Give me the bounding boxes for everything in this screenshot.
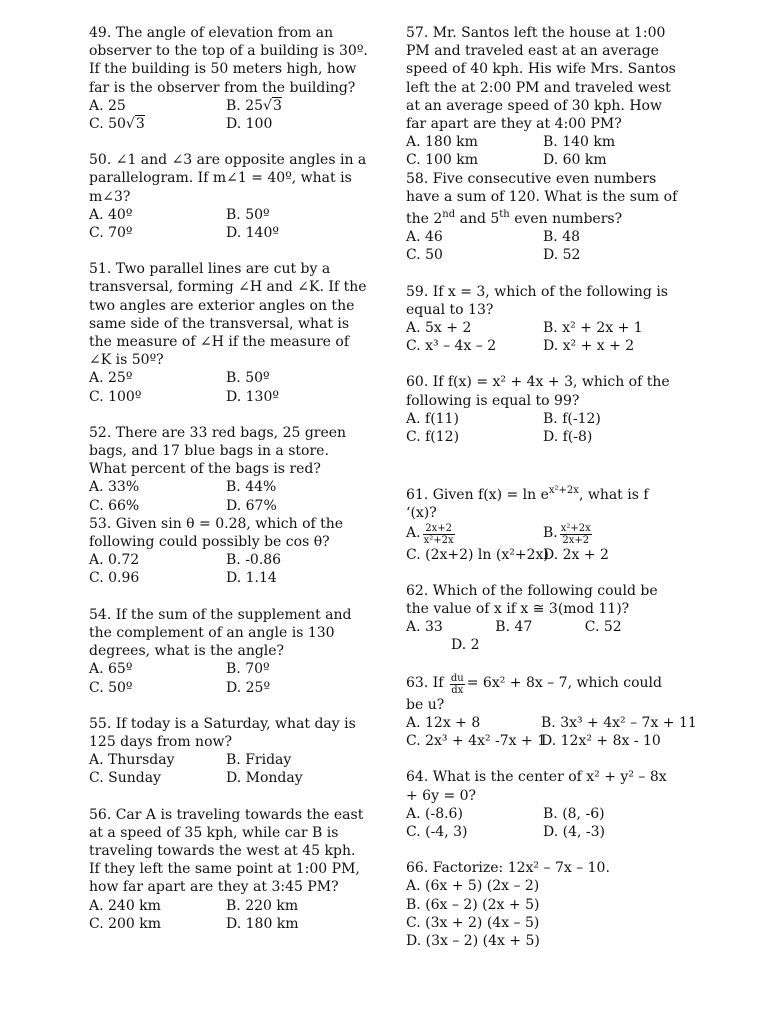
- q58-option-c: C. 50: [406, 247, 443, 264]
- q49-option-c-radicand: 3: [135, 116, 145, 133]
- question-59: [406, 283, 681, 356]
- q49-option-d: D. 100: [226, 116, 273, 133]
- question-62-options: [406, 618, 681, 636]
- q61-option-a-numerator: 2x+2: [423, 523, 455, 535]
- q57-option-c: C. 100 km: [406, 152, 479, 169]
- q60-option-c: C. f(12): [406, 429, 460, 446]
- q54-option-d: D. 25º: [226, 679, 271, 696]
- q58-ordinal-nd: nd: [442, 209, 456, 221]
- q51-option-a: A. 25º: [89, 370, 133, 387]
- q64-option-a: A. (-8.6): [406, 805, 463, 822]
- question-59-options: [406, 319, 681, 355]
- question-51: [89, 260, 369, 406]
- q63-derivative-fraction: [450, 673, 465, 696]
- question-61-options: [406, 523, 681, 564]
- question-56-options: [89, 897, 369, 933]
- q56-option-d: D. 180 km: [226, 915, 299, 932]
- q63-option-a: A. 12x + 8: [406, 714, 481, 731]
- q66-option-b: B. (6x – 2) (2x + 5): [406, 896, 540, 913]
- question-63-options: [406, 714, 697, 750]
- question-56: [89, 806, 369, 933]
- q64-option-b: B. (8, -6): [543, 805, 605, 822]
- q61-option-a-fraction: [423, 523, 455, 546]
- q66-option-a: A. (6x + 5) (2x – 2): [406, 878, 540, 895]
- q56-option-a: A. 240 km: [89, 897, 161, 914]
- q61-option-b: [543, 523, 680, 546]
- question-49-options: [89, 97, 369, 133]
- q61-exponent: x²+2x: [548, 485, 579, 497]
- q66-option-d: D. (3x – 2) (4x + 5): [406, 932, 540, 949]
- question-63-stem: [406, 673, 681, 714]
- q53-option-a: A. 0.72: [89, 552, 140, 569]
- q49-option-b: [226, 97, 363, 115]
- q58-option-d: D. 52: [543, 247, 581, 264]
- question-53: [89, 515, 369, 588]
- question-54-options: [89, 660, 369, 696]
- q62-option-d: D. 2: [451, 637, 480, 654]
- question-58-options: [406, 228, 681, 264]
- question-49-stem: 49. The angle of elevation from an observer to the top of a building is 30º. If the building is 50 meters high, how far is the observer from the building?: [89, 25, 368, 96]
- q61-stem-start: 61. Given f(x) = ln e: [406, 487, 549, 504]
- question-58: [406, 170, 681, 265]
- q58-stem-middle: and 5: [455, 211, 500, 228]
- question-52-stem: 52. There are 33 red bags, 25 green bags, and 17 blue bags in a store. What percent of the bags is red?: [89, 424, 347, 478]
- q61-stem-end: , what is f ‘(x)?: [406, 487, 649, 522]
- q57-option-b: B. 140 km: [543, 134, 616, 151]
- q61-option-b-numerator: x²+2x: [560, 522, 591, 534]
- q55-option-c: C. Sunday: [89, 770, 161, 787]
- q63-stem-start: 63. If: [406, 674, 444, 691]
- question-53-stem: 53. Given sin θ = 0.28, which of the following could possibly be cos θ?: [89, 515, 344, 551]
- q51-option-c: C. 100º: [89, 388, 142, 405]
- q50-option-a: A. 40º: [89, 206, 133, 223]
- q63-option-b: B. 3x³ + 4x² – 7x + 11: [541, 714, 697, 731]
- q57-option-d: D. 60 km: [543, 152, 607, 169]
- q49-option-b-radicand: 3: [272, 97, 282, 114]
- question-52-options: [89, 478, 369, 514]
- question-55: [89, 715, 369, 788]
- q62-option-b: B. 47: [495, 619, 533, 636]
- q66-option-c: C. (3x + 2) (4x – 5): [406, 914, 540, 931]
- q52-option-b: B. 44%: [226, 479, 277, 496]
- q60-option-a: A. f(11): [406, 410, 459, 427]
- q61-option-a-denominator: x²+2x: [423, 534, 454, 546]
- q50-option-d: D. 140º: [226, 225, 279, 242]
- q59-option-c: C. x³ – 4x – 2: [406, 338, 497, 355]
- question-50: [89, 151, 369, 242]
- question-60-options: [406, 410, 681, 446]
- q56-option-b: B. 220 km: [226, 897, 299, 914]
- question-66-options: [406, 877, 681, 950]
- question-54: [89, 606, 369, 697]
- question-51-stem: 51. Two parallel lines are cut by a transversal, forming ∠H and ∠K. If the two angles are exterior angles on the same side of the transversal, what is the measure of ∠H if the measure of ∠K is 50º?: [89, 261, 367, 369]
- question-64: [406, 768, 681, 841]
- q63-option-c: C. 2x³ + 4x² -7x + 1: [406, 733, 547, 750]
- question-53-options: [89, 551, 369, 587]
- q61-option-c: C. (2x+2) ln (x²+2x): [406, 546, 549, 563]
- q55-option-d: D. Monday: [226, 770, 303, 787]
- q53-option-c: C. 0.96: [89, 570, 140, 587]
- question-64-stem: 64. What is the center of x² + y² – 8x + 6y = 0?: [406, 769, 667, 804]
- q58-option-a: A. 46: [406, 229, 443, 246]
- q63-option-d: D. 12x² + 8x - 10: [541, 733, 661, 750]
- question-61-stem: [406, 482, 681, 522]
- q53-option-b: B. -0.86: [226, 552, 282, 569]
- q64-option-c: C. (-4, 3): [406, 823, 468, 840]
- q58-stem-start: 58. Five consecutive even numbers have a sum of 120. What is the sum of the 2: [406, 170, 678, 228]
- question-61: [406, 482, 681, 564]
- q51-option-b: B. 50º: [226, 370, 270, 387]
- q50-option-b: B. 50º: [226, 206, 270, 223]
- q58-stem-end: even numbers?: [509, 211, 623, 228]
- question-62-options-continued: [406, 636, 681, 654]
- left-column: [89, 24, 369, 933]
- q58-option-b: B. 48: [543, 229, 581, 246]
- question-52: [89, 424, 369, 515]
- q63-fraction-numerator: du: [450, 672, 464, 684]
- question-60-stem: 60. If f(x) = x² + 4x + 3, which of the following is equal to 99?: [406, 374, 670, 409]
- q54-option-c: C. 50º: [89, 679, 133, 696]
- question-63: [406, 672, 697, 751]
- q49-option-c: [89, 115, 226, 133]
- question-62-stem: 62. Which of the following could be the value of x if x ≅ 3(mod 11)?: [406, 582, 658, 618]
- question-50-stem: 50. ∠1 and ∠3 are opposite angles in a parallelogram. If m∠1 = 40º, what is m∠3?: [89, 152, 367, 205]
- q49-option-b-prefix: B. 25√: [226, 97, 272, 114]
- question-59-stem: 59. If x = 3, which of the following is equal to 13?: [406, 283, 668, 318]
- right-column: [406, 24, 697, 950]
- question-58-stem: [406, 170, 681, 229]
- question-60: [406, 373, 681, 446]
- q59-option-a: A. 5x + 2: [406, 320, 472, 337]
- q60-option-d: D. f(-8): [543, 429, 593, 446]
- q49-option-a: A. 25: [89, 97, 126, 114]
- question-57-stem: 57. Mr. Santos left the house at 1:00 PM and traveled east at an average speed of 40 kph. His wife Mrs. Santos left the at 2:00 PM and traveled west at an average speed of 30 kph. How far apart are they at 4:00 PM?: [406, 25, 676, 133]
- q61-option-b-label: B.: [543, 524, 558, 541]
- q59-option-b: B. x² + 2x + 1: [543, 320, 643, 337]
- q61-option-a: [406, 523, 543, 546]
- q51-option-d: D. 130º: [226, 388, 279, 405]
- question-55-options: [89, 751, 369, 787]
- q61-option-b-denominator: 2x+2: [562, 534, 590, 546]
- question-57-options: [406, 133, 681, 169]
- q61-option-b-fraction: [560, 523, 592, 546]
- question-49: [89, 24, 369, 133]
- q62-option-c: C. 52: [584, 619, 622, 636]
- q60-option-b: B. f(-12): [543, 410, 601, 427]
- question-50-options: [89, 206, 369, 242]
- q50-option-c: C. 70º: [89, 225, 133, 242]
- q57-option-a: A. 180 km: [406, 134, 478, 151]
- question-56-stem: 56. Car A is traveling towards the east at a speed of 35 kph, while car B is traveling towards the west at 45 kph. If they left the same point at 1:00 PM, how far apart are they at 3:45 PM?: [89, 806, 364, 896]
- q56-option-c: C. 200 km: [89, 915, 162, 932]
- q49-option-c-prefix: C. 50√: [89, 116, 135, 133]
- question-64-options: [406, 805, 681, 841]
- q52-option-d: D. 67%: [226, 497, 277, 514]
- q54-option-a: A. 65º: [89, 661, 133, 678]
- question-66: [406, 859, 681, 950]
- question-62: [406, 582, 681, 655]
- q62-option-a: A. 33: [406, 619, 443, 636]
- q53-option-d: D. 1.14: [226, 570, 277, 587]
- q61-option-a-label: A.: [406, 524, 421, 541]
- q54-option-b: B. 70º: [226, 661, 270, 678]
- q52-option-a: A. 33%: [89, 479, 140, 496]
- q61-option-d: D. 2x + 2: [543, 546, 609, 563]
- q52-option-c: C. 66%: [89, 497, 140, 514]
- q63-fraction-denominator: dx: [451, 684, 464, 696]
- q64-option-d: D. (4, -3): [543, 823, 605, 840]
- question-51-options: [89, 369, 369, 405]
- q63-stem-end: = 6x² + 8x – 7, which could be u?: [406, 674, 662, 713]
- question-66-stem: 66. Factorize: 12x² – 7x – 10.: [406, 860, 610, 877]
- q55-option-b: B. Friday: [226, 752, 292, 769]
- question-55-stem: 55. If today is a Saturday, what day is 125 days from now?: [89, 715, 356, 750]
- question-57: [406, 24, 681, 170]
- q59-option-d: D. x² + x + 2: [543, 338, 635, 355]
- question-54-stem: 54. If the sum of the supplement and the complement of an angle is 130 degrees, what is the angle?: [89, 606, 352, 660]
- q58-ordinal-th: th: [499, 209, 510, 221]
- q55-option-a: A. Thursday: [89, 752, 175, 769]
